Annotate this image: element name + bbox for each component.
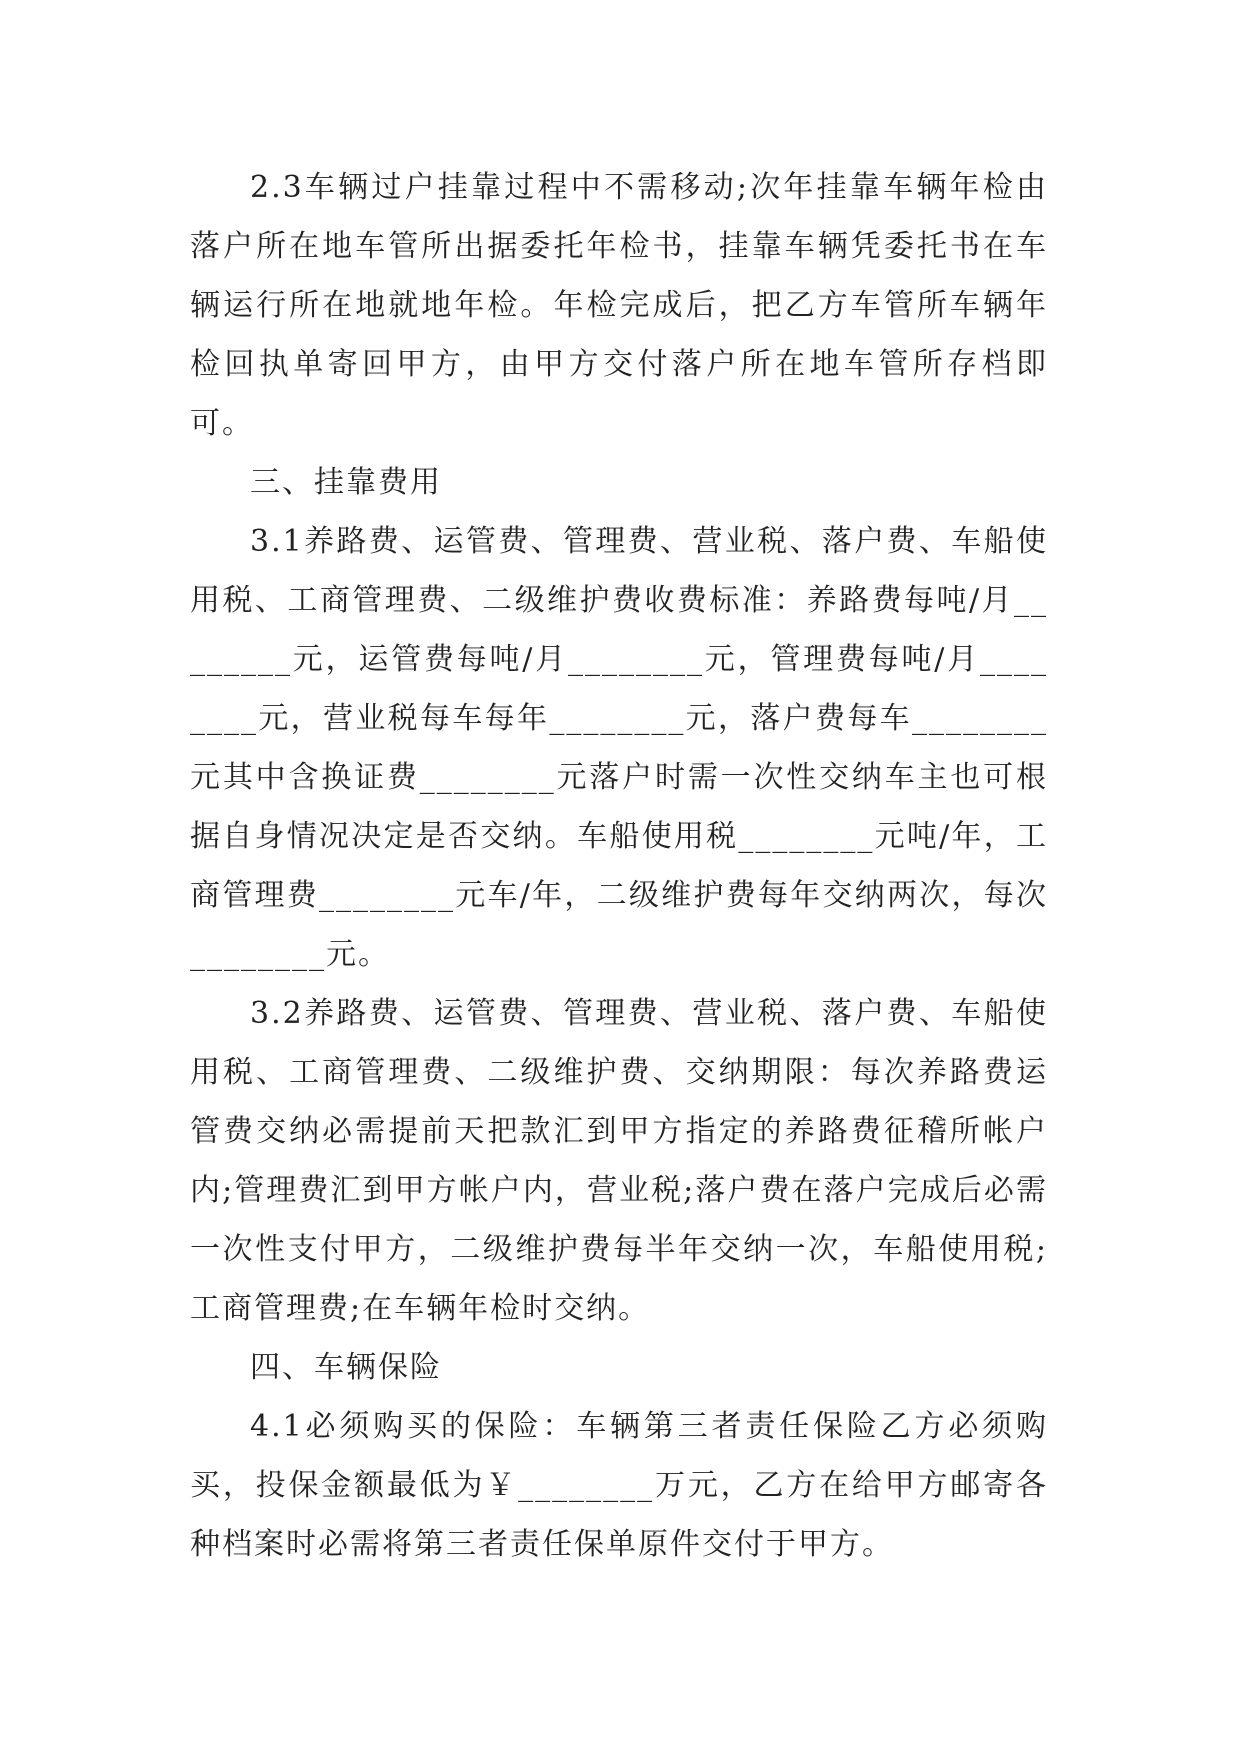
paragraph-4-1: 4.1必须购买的保险：车辆第三者责任保险乙方必须购买，投保金额最低为￥________万元，乙方在给甲方邮寄各种档案时必需将第三者责任保单原件交付于甲方。 <box>190 1409 1048 1562</box>
section-heading-3: 三、挂靠费用 <box>250 465 442 500</box>
paragraph-3-2: 3.2养路费、运管费、管理费、营业税、落户费、车船使用税、工商管理费、二级维护费、交纳期限：每次养路费运管费交纳必需提前天把款汇到甲方指定的养路费征稽所帐户内;管理费汇到甲方帐户内，营业税;落户费在落户完成后必需一次性支付甲方，二级维护费每半年交纳一次，车船使用税;工商管理费;在车辆年检时交纳。 <box>190 996 1048 1326</box>
document-body <box>190 158 1048 1574</box>
paragraph-3-1: 3.1养路费、运管费、管理费、营业税、落户费、车船使用税、工商管理费、二级维护费收费标准：养路费每吨/月________元，运管费每吨/月________元，管理费每吨/月________元，营业税每车每年________元，落户费每车________元其中含换证费________元落户时需一次性交纳车主也可根据自身情况决定是否交纳。车船使用税________元吨/年，工商管理费________元车/年，二级维护费每年交纳两次，每次________元。 <box>190 524 1048 972</box>
paragraph-2-3: 2.3车辆过户挂靠过程中不需移动;次年挂靠车辆年检由落户所在地车管所出据委托年检书，挂靠车辆凭委托书在车辆运行所在地就地年检。年检完成后，把乙方车管所车辆年检回执单寄回甲方，由甲方交付落户所在地车管所存档即可。 <box>190 170 1048 441</box>
section-heading-4: 四、车辆保险 <box>250 1350 442 1385</box>
